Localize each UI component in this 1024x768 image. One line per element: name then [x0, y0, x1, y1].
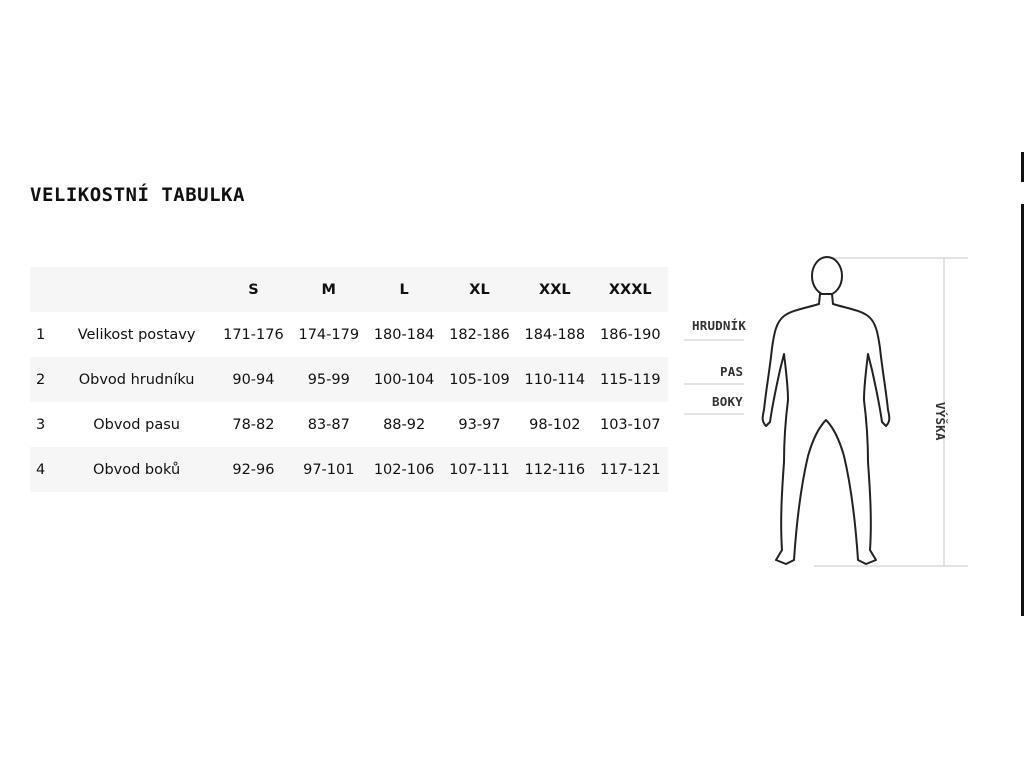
cell-value: 93-97	[458, 416, 501, 433]
table-row	[30, 312, 668, 357]
header-size-xxxl: XXXL	[608, 281, 652, 298]
cell-value: 97-101	[303, 461, 355, 478]
cell-value: 102-106	[373, 461, 435, 478]
row-label: Obvod pasu	[93, 416, 180, 433]
table-header-row	[30, 267, 668, 312]
cell-value: 103-107	[599, 416, 661, 433]
cell-value: 98-102	[529, 416, 581, 433]
page-title: VELIKOSTNÍ TABULKA	[30, 184, 245, 206]
table-row	[30, 402, 668, 447]
row-label: Obvod boků	[93, 461, 181, 478]
header-size-xl: XL	[469, 281, 490, 298]
cell-value: 184-188	[524, 326, 586, 343]
cell-value: 78-82	[232, 416, 275, 433]
header-size-xxl: XXL	[539, 281, 571, 298]
cell-value: 83-87	[307, 416, 350, 433]
row-number: 2	[36, 371, 46, 388]
cell-value: 112-116	[524, 461, 586, 478]
row-label: Obvod hrudníku	[78, 371, 195, 388]
row-number: 3	[36, 416, 46, 433]
row-number: 4	[36, 461, 46, 478]
cell-value: 186-190	[599, 326, 661, 343]
waist-label: PAS	[720, 364, 744, 379]
cell-value: 90-94	[232, 371, 275, 388]
cell-value: 115-119	[599, 371, 661, 388]
cell-value: 174-179	[298, 326, 360, 343]
row-number: 1	[36, 326, 46, 343]
table-row	[30, 447, 668, 492]
cell-value: 110-114	[524, 371, 586, 388]
header-cell-name	[57, 267, 215, 312]
header-size-s: S	[248, 281, 259, 298]
cell-value: 180-184	[373, 326, 435, 343]
table-row	[30, 357, 668, 402]
header-cell-num	[30, 267, 57, 312]
row-label: Velikost postavy	[77, 326, 196, 343]
cell-value: 107-111	[449, 461, 510, 478]
chest-label: HRUDNÍK	[692, 318, 747, 333]
cell-value: 95-99	[307, 371, 350, 388]
cell-value: 182-186	[449, 326, 510, 343]
header-size-m: M	[321, 281, 336, 298]
cell-value: 117-121	[599, 461, 661, 478]
hips-label: BOKY	[712, 394, 743, 409]
cell-value: 92-96	[232, 461, 275, 478]
cell-value: 105-109	[449, 371, 510, 388]
cell-value: 88-92	[383, 416, 426, 433]
cell-value: 100-104	[373, 371, 435, 388]
size-table	[30, 267, 668, 492]
body-measurement-figure	[680, 250, 1010, 580]
cell-value: 171-176	[223, 326, 284, 343]
human-silhouette-icon	[680, 250, 1010, 580]
height-label: VÝŠKA	[933, 402, 948, 441]
header-size-l: L	[399, 281, 409, 298]
